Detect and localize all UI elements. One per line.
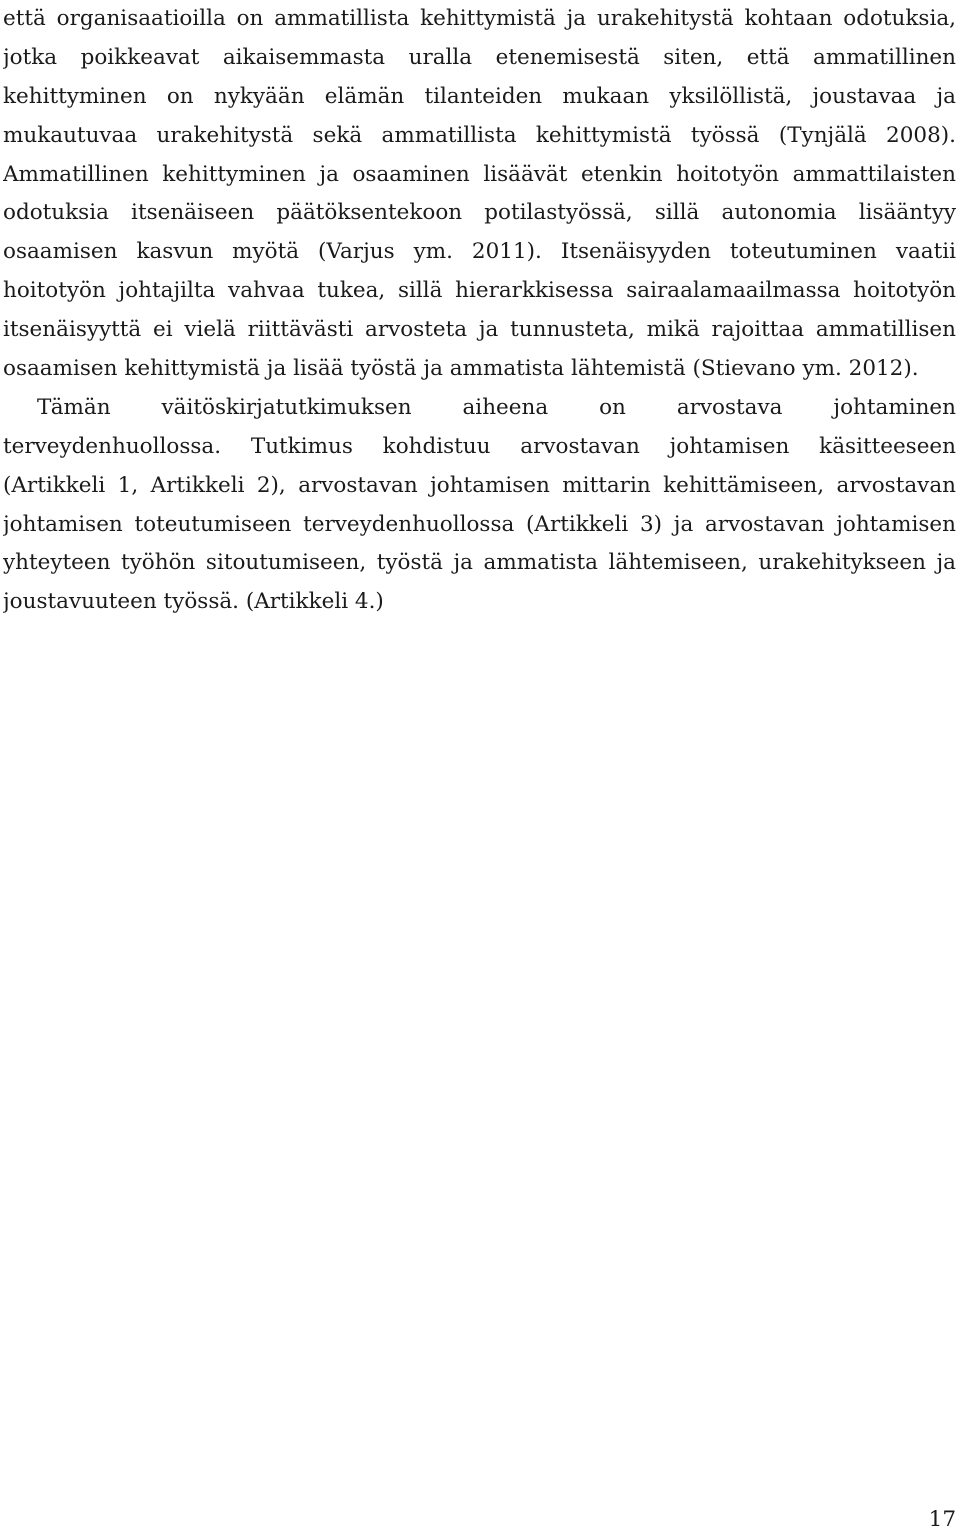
page-number: 17: [928, 1507, 956, 1532]
paragraph-1-line: itsenäisyyttä ei vielä riittävästi arvosteta ja tunnusteta, mikä rajoittaa ammatillisen: [3, 317, 956, 343]
body-text: [3, 0, 956, 622]
paragraph-1-line: odotuksia itsenäiseen päätöksentekoon potilastyössä, sillä autonomia lisääntyy: [3, 200, 956, 226]
paragraph-1-line: Ammatillinen kehittyminen ja osaaminen lisäävät etenkin hoitotyön ammattilaisten: [3, 161, 956, 187]
paragraph-2-line: terveydenhuollossa. Tutkimus kohdistuu arvostavan johtamisen käsitteeseen: [3, 433, 956, 459]
paragraph-2-line: joustavuuteen työssä. (Artikkeli 4.): [3, 589, 384, 615]
paragraph-2: [3, 389, 956, 622]
paragraph-1-line: että organisaatioilla on ammatillista kehittymistä ja urakehitystä kohtaan odotuksia,: [3, 6, 956, 31]
paragraph-1-line: kehittyminen on nykyään elämän tilanteiden mukaan yksilöllistä, joustavaa ja: [3, 83, 956, 109]
paragraph-1-line: jotka poikkeavat aikaisemmasta uralla etenemisestä siten, että ammatillinen: [3, 44, 956, 70]
paragraph-2-line: (Artikkeli 1, Artikkeli 2), arvostavan johtamisen mittarin kehittämiseen, arvostavan: [3, 472, 956, 498]
paragraph-2-line: Tämän väitöskirjatutkimuksen aiheena on arvostava johtaminen: [37, 394, 956, 420]
paragraph-1-line: hoitotyön johtajilta vahvaa tukea, sillä hierarkkisessa sairaalamaailmassa hoitotyön: [3, 278, 956, 304]
paragraph-2-line: johtamisen toteutumiseen terveydenhuollossa (Artikkeli 3) ja arvostavan johtamisen: [3, 511, 956, 537]
paragraph-1-line: osaamisen kasvun myötä (Varjus ym. 2011). Itsenäisyyden toteutuminen vaatii: [3, 239, 956, 265]
paragraph-1-line: mukautuvaa urakehitystä sekä ammatillista kehittymistä työssä (Tynjälä 2008).: [3, 122, 956, 148]
paragraph-1-line: osaamisen kehittymistä ja lisää työstä ja ammatista lähtemistä (Stievano ym. 2012).: [3, 356, 919, 382]
paragraph-2-line: yhteyteen työhön sitoutumiseen, työstä ja ammatista lähtemiseen, urakehitykseen ja: [3, 550, 956, 576]
paragraph-1: [3, 0, 956, 389]
